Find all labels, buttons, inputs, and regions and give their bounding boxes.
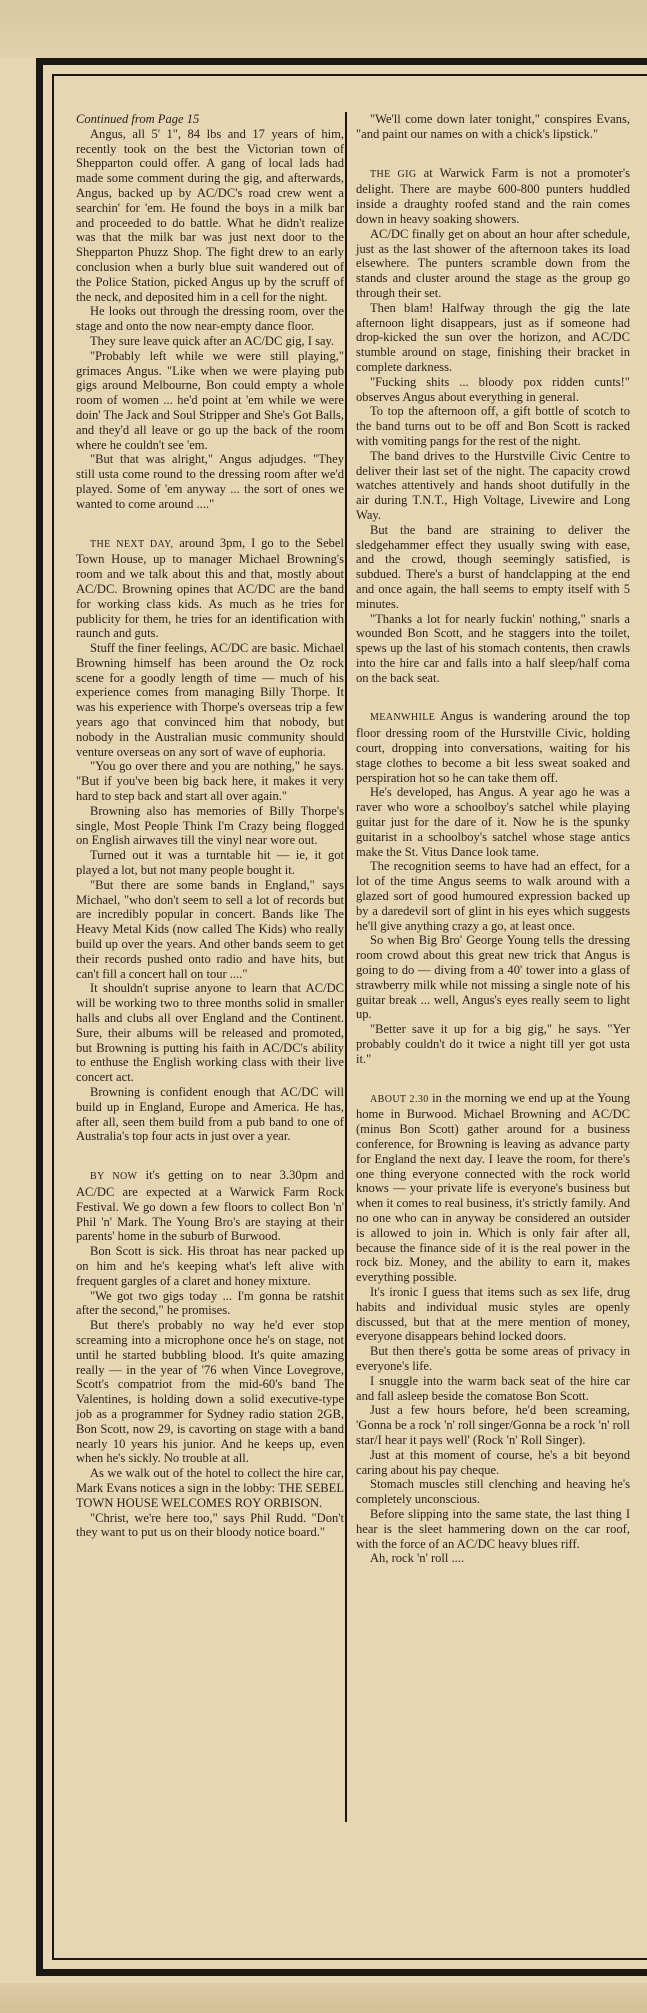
paragraph — [356, 166, 630, 227]
paragraph-text: "Thanks a lot for nearly fuckin' nothing," snarls a wounded Bon Scott, and he staggers into the toilet, spews up the last of his stomach contents, then crawls into the hire car and falls into a half sleep/half coma on the back seat. — [356, 611, 630, 685]
paragraph — [356, 1403, 630, 1447]
right-column — [356, 112, 630, 1566]
paragraph-text: Just at this moment of course, he's a bit beyond caring about his pay cheque. — [356, 1447, 630, 1477]
paragraph — [356, 112, 630, 142]
paragraph — [356, 612, 630, 686]
paragraph — [356, 1448, 630, 1478]
paper-top-margin — [0, 0, 647, 58]
paragraph-text: Browning also has memories of Billy Thorpe's single, Most People Think I'm Crazy being flogged on English airwaves till the vinyl near wore out. — [76, 803, 344, 848]
paragraph-text: As we walk out of the hotel to collect the hire car, Mark Evans notices a sign in the lobby: THE SEBEL TOWN HOUSE WELCOMES ROY ORBISON. — [76, 1466, 344, 1510]
paragraph-text: Before slipping into the same state, the last thing I hear is the sleet hammering down on the car roof, with the force of an AC/DC heavy blues riff. — [356, 1506, 630, 1551]
paragraph — [356, 1285, 630, 1344]
paragraph-text: "Probably left while we were still playing," grimaces Angus. "Like when we were playing pub gigs around Melbourne, Bon could empty a whole room of women ... he'd point at 'em while we were doin' The Jack and Soul Stripper and She's Got Balls, and they'd all leave or go up the back of the room where he couldn't see 'em. — [76, 348, 344, 452]
paragraph-text: "Better save it up for a big gig," he says. "Yer probably couldn't do it twice a night till yer got usta it." — [356, 1022, 630, 1066]
paragraph — [356, 859, 630, 933]
paragraph-text: "But that was alright," Angus adjudges. "They still usta come round to the dressing room after we'd played. Some of 'em anyway ... the sort of ones we wanted to come around ...." — [76, 452, 344, 511]
paragraph-text: It shouldn't suprise anyone to learn that AC/DC will be working two to three months solid in smaller halls and clubs all over England and the Continent. Sure, their albums will be released and promoted, but Browning is putting his faith in AC/DC's ability to enthuse the English working class with their live concert act. — [76, 981, 344, 1085]
paragraph-text: at Warwick Farm is not a promoter's delight. There are maybe 600-800 punters huddled inside a draughty roofed stand and the rain comes down in heavy soaking showers. — [356, 165, 630, 226]
paragraph-text: "But there are some bands in England," says Michael, "who don't seem to sell a lot of records but are incredibly popular in concert. Bands like The Heavy Metal Kids (now called The Kids) who really build up over the years. And other bands seem to get their records pushed onto radio and have hits, but can't fill a concert hall on tour ...." — [76, 877, 344, 981]
paragraph-text: "You go over there and you are nothing," he says. "But if you've been big back here, it makes it very hard to step back and start all over again." — [76, 759, 344, 804]
paragraph — [356, 375, 630, 405]
paragraph — [356, 449, 630, 523]
paragraph-text: "We got two gigs today ... I'm gonna be ratshit after the second," he promises. — [76, 1288, 344, 1318]
run-in-heading: THE NEXT DAY, — [90, 538, 174, 550]
paragraph — [356, 1551, 630, 1566]
paragraph-text: I snuggle into the warm back seat of the hire car and fall asleep beside the comatose Bon Scott. — [356, 1373, 630, 1403]
paragraph — [356, 227, 630, 301]
paragraph — [76, 1511, 344, 1541]
paragraph-text: To top the afternoon off, a gift bottle of scotch to the band turns out to be off and Bon Scott is racked with vomiting pangs for the rest of the night. — [356, 404, 630, 448]
paragraph — [76, 848, 344, 878]
paragraph — [356, 1374, 630, 1404]
paragraph — [76, 1289, 344, 1319]
paragraph-text: But the band are straining to deliver the sledgehammer effect they usually swing with ease, and the crowd, though seemingly satisfied, is subdued. There's a burst of handclapping at the end and once again, the hall seems to empty itself with 5 minutes. — [356, 522, 630, 611]
paragraph — [76, 759, 344, 803]
paragraph-text: Bon Scott is sick. His throat has near packed up on him and he's keeping what's left alive with frequent gargles of a claret and honey mixture. — [76, 1244, 344, 1288]
paragraph — [356, 404, 630, 448]
left-column — [76, 112, 344, 1540]
paragraph-text: Stomach muscles still clenching and heaving he's completely unconscious. — [356, 1477, 630, 1507]
paper-bottom-margin — [0, 1983, 647, 2013]
paragraph — [356, 785, 630, 859]
paragraph — [76, 536, 344, 642]
paragraph — [76, 878, 344, 982]
column-divider — [345, 112, 347, 1822]
paragraph-text: "Fucking shits ... bloody pox ridden cunts!" observes Angus about everything in general. — [356, 374, 630, 404]
run-in-heading: ABOUT 2.30 — [370, 1093, 429, 1105]
paragraph — [356, 1507, 630, 1551]
paragraph-text: "We'll come down later tonight," conspires Evans, "and paint our names on with a chick's lipstick." — [356, 112, 630, 141]
paragraph — [356, 933, 630, 1022]
paragraph — [76, 641, 344, 759]
paragraph — [76, 1244, 344, 1288]
paragraph — [76, 349, 344, 453]
paragraph-text: "Christ, we're here too," says Phil Rudd. "Don't they want to put us on their bloody notice board." — [76, 1510, 344, 1540]
paragraph — [76, 1168, 344, 1244]
paragraph-text: Angus, all 5' 1", 84 lbs and 17 years of him, recently took on the best the Victorian town of Shepparton could offer. A gang of local lads had made some comment during the gig, and afterwards, Angus, backed up by AC/DC's road crew went a searchin' for 'em. He found the boys in a milk bar and proceeded to do battle. What he didn't realize was that the milk bar was just next door to the Shepparton Phuzz Shop. The fight drew to an early conclusion when a burly blue suit wandered out of the Police Station, picked Angus up by the scruff of the neck, and deposited him in a cell for the night. — [76, 126, 344, 304]
paragraph — [76, 334, 344, 349]
paragraph-text: Browning is confident enough that AC/DC will build up in England, Europe and America. He has, after all, seen them build from a pub band to one of Australia's top four acts in just over a year. — [76, 1085, 344, 1144]
paragraph — [356, 1477, 630, 1507]
paragraph-text: But there's probably no way he'd ever stop screaming into a microphone once he's on stage, not until he started bubbling blood. It's quite amazing really — in the year of '76 when Vince Lovegrove, Scott's compatriot from the mid-60's band The Valentines, is holding down a solid executive-type job as a programmer for Sydney radio station 2GB, Bon Scott, now 29, is cavorting on stage with a band nearly 10 years his junior. And he keeps up, even when he's sickly. No trouble at all. — [76, 1318, 344, 1466]
paragraph — [356, 523, 630, 612]
paragraph — [76, 1466, 344, 1510]
paragraph — [356, 1022, 630, 1066]
paragraph-text: Then blam! Halfway through the gig the late afternoon light disappears, just as if someone had drop-kicked the sun over the horizon, and AC/DC stumble around on stage, finishing their bracket in complete darkness. — [356, 300, 630, 374]
paragraph-text: Angus is wandering around the top floor dressing room of the Hurstville Civic, holding court, dropping into conversations, waiting for his stage clothes to become a bit less sweat soaked and perspiration hot so he can take them off. — [356, 709, 630, 785]
run-in-heading: MEANWHILE — [370, 712, 436, 724]
paragraph-text: Just a few hours before, he'd been screaming, 'Gonna be a rock 'n' roll singer/Gonna be a rock 'n' roll star/I hear it pays well' (Rock 'n' Roll Singer). — [356, 1403, 630, 1447]
paragraph-text: He's developed, has Angus. A year ago he was a raver who wore a schoolboy's satchel while playing guitar just for the dare of it. Now he is the spunky guitarist in a schoolboy's satchel whose stage antics make the St. Vitus Dance look tame. — [356, 785, 630, 859]
paragraph-text: in the morning we end up at the Young home in Burwood. Michael Browning and AC/DC (minus Bon Scott) gather around for a business conference, for Browning is leaving as advance party for England the next day. I leave the room, for there's one thing everyone connected with the rock world knows — your private life is everyone's business but when it comes to real business, it's strictly family. And no one who can in anyway be considered an outsider is allowed to join in. Which is only fair after all, because the finance side of it is the real power in the rock biz. Money, and the ability to earn it, makes everything possible. — [356, 1090, 631, 1285]
paragraph-text: it's getting on to near 3.30pm and AC/DC are expected at a Warwick Farm Rock Festival. We go down a few floors to collect Bon 'n' Phil 'n' Mark. The Young Bro's are staying at their parents' home in the suburb of Burwood. — [76, 1168, 344, 1244]
paragraph-text: So when Big Bro' George Young tells the dressing room crowd about this great new trick that Angus is going to do — diving from a 40' tower into a glass of strawberry milk while not missing a single note of his guitar break ... well, Angus's eyes really seem to light up. — [356, 933, 630, 1022]
paragraph-text: But then there's gotta be some areas of privacy in everyone's life. — [356, 1344, 630, 1373]
paragraph-text: It's ironic I guess that items such as sex life, drug habits and individual music styles are openly discussed, but that at the mere mention of money, everyone disappears behind locked doors. — [356, 1284, 630, 1344]
paragraph — [76, 1085, 344, 1144]
paragraph-text: Ah, rock 'n' roll .... — [370, 1551, 465, 1566]
paragraph — [76, 304, 344, 334]
run-in-heading: THE GIG — [370, 168, 417, 180]
paragraph — [76, 804, 344, 848]
right-paragraphs — [356, 112, 630, 1566]
paragraph-text: Stuff the finer feelings, AC/DC are basic. Michael Browning himself has been around the Oz rock scene for a goodly length of time — much of his experience comes from managing Billy Thorpe. It was his experience with Thorpe's overseas trip a few years ago that convinced him that nobody, but nobody in the Australian music community should venture overseas on any sort of wave of euphoria. — [76, 641, 344, 759]
paragraph — [76, 981, 344, 1085]
paragraph-text: around 3pm, I go to the Sebel Town House, up to manager Michael Browning's room and we talk about this and that, mostly about AC/DC. Browning opines that AC/DC are the band for working class kids. As much as he tries for publicity for them, he tries for an identification with raunch and guts. — [76, 535, 344, 641]
paragraph — [76, 452, 344, 511]
paragraph-text: Turned out it was a turntable hit — ie, it got played a lot, but not many people bought it. — [76, 848, 344, 878]
paragraph — [356, 301, 630, 375]
paragraph — [76, 1318, 344, 1466]
paragraph-text: AC/DC finally get on about an hour after schedule, just as the last shower of the afternoon takes its load elsewhere. The punters scramble down from the stands and cluster around the stage as the group go through their set. — [356, 226, 630, 300]
paragraph — [76, 127, 344, 305]
paragraph-text: The band drives to the Hurstville Civic Centre to deliver their last set of the night. The capacity crowd watches attentively and hands shoot dutifully in the air during T.N.T., High Voltage, Livewire and Long Way. — [356, 448, 630, 522]
paragraph-text: They sure leave quick after an AC/DC gig, I say. — [90, 333, 335, 348]
paragraph-text: The recognition seems to have had an effect, for a lot of the time Angus seems to walk around with a glazed sort of good humoured expression backed up by a daredevil sort of glint in his eyes which suggests he'll give anything crazy a go, at least once. — [356, 859, 630, 933]
paragraph — [356, 1091, 630, 1285]
paragraph — [356, 1344, 630, 1374]
run-in-heading: BY NOW — [90, 1171, 138, 1183]
paragraph — [356, 709, 630, 785]
left-paragraphs — [76, 127, 344, 1540]
continued-label: Continued from Page 15 — [76, 112, 200, 126]
paragraph-text: He looks out through the dressing room, over the stage and onto the now near-empty dance floor. — [76, 304, 344, 334]
